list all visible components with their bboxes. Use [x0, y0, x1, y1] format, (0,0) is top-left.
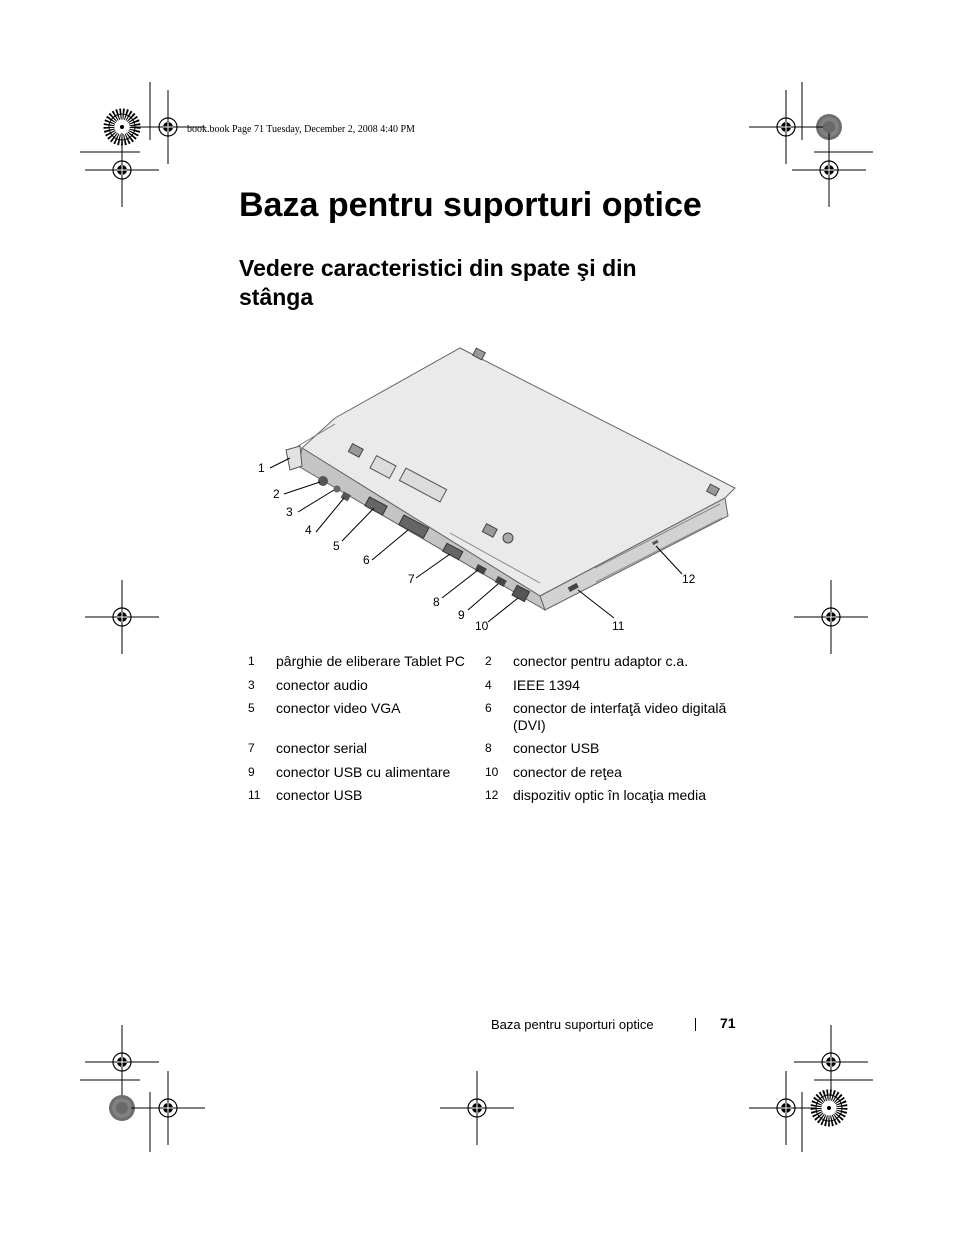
legend-number: 7: [248, 741, 255, 755]
legend-number: 1: [248, 654, 255, 668]
legend-row: [248, 764, 738, 788]
registration-mark-icon: [749, 90, 823, 164]
registration-mark-icon: [794, 1025, 868, 1099]
legend-label: conector audio: [276, 676, 368, 693]
legend-row: [248, 787, 738, 811]
legend-number: 11: [248, 788, 261, 802]
callout-3: 3: [286, 505, 293, 519]
callout-2: 2: [273, 487, 280, 501]
registration-mark-icon: [794, 580, 868, 654]
callout-6: 6: [363, 553, 370, 567]
legend-row: [248, 677, 738, 701]
registration-mark-icon: [85, 1025, 159, 1099]
callout-7: 7: [408, 572, 415, 586]
section-subtitle: Vedere caracteristici din spate şi din stânga: [239, 255, 637, 310]
legend-label: conector pentru adaptor c.a.: [513, 653, 689, 669]
registration-mark-icon: [792, 133, 866, 207]
footer-divider: [695, 1018, 696, 1031]
callout-11: 11: [612, 619, 625, 633]
legend-label: dispozitiv optic în locaţia media: [513, 787, 706, 803]
registration-mark-icon: [85, 133, 159, 207]
callout-1: 1: [258, 461, 265, 475]
callout-10: 10: [475, 619, 489, 633]
legend-label: conector de reţea: [513, 763, 622, 780]
media-base-illustration: [250, 338, 750, 638]
legend-label: IEEE 1394: [513, 676, 580, 693]
legend-row: [248, 700, 738, 740]
callout-8: 8: [433, 595, 440, 609]
registration-starburst-icon: [816, 1095, 842, 1121]
page-number: 71: [720, 1015, 736, 1031]
legend-number: 8: [485, 741, 492, 755]
legend-number: 9: [248, 764, 255, 779]
legend-row: [248, 740, 738, 764]
legend-number: 12: [485, 788, 499, 802]
legend-label: pârghie de eliberare Tablet PC: [276, 653, 465, 669]
legend-number: 2: [485, 654, 492, 668]
callout-9: 9: [458, 608, 465, 622]
legend-number: 3: [248, 677, 255, 692]
legend-number: 4: [485, 677, 492, 692]
legend-label: conector video VGA: [276, 700, 401, 716]
registration-mark-icon: [131, 1071, 205, 1145]
page-title: Baza pentru suporturi optice: [239, 186, 702, 224]
footer-title: Baza pentru suporturi optice: [491, 1017, 654, 1032]
print-header: book.book Page 71 Tuesday, December 2, 2008 4:40 PM: [187, 124, 415, 135]
legend-label: conector USB: [513, 740, 600, 756]
legend-label: conector USB cu alimentare: [276, 763, 451, 780]
callout-legend-table: [248, 653, 738, 811]
legend-label: conector serial: [276, 740, 368, 756]
legend-row: [248, 653, 738, 677]
legend-number: 6: [485, 701, 492, 715]
callout-5: 5: [333, 539, 340, 553]
legend-label: conector USB: [276, 787, 363, 803]
legend-number: 5: [248, 701, 255, 715]
callout-12: 12: [682, 572, 696, 586]
registration-mark-icon: [85, 580, 159, 654]
legend-label: conector de interfaţă video digitală (DVI): [513, 700, 727, 733]
callout-4: 4: [305, 523, 312, 537]
registration-mark-icon: [440, 1071, 514, 1145]
legend-number: 10: [485, 764, 499, 779]
